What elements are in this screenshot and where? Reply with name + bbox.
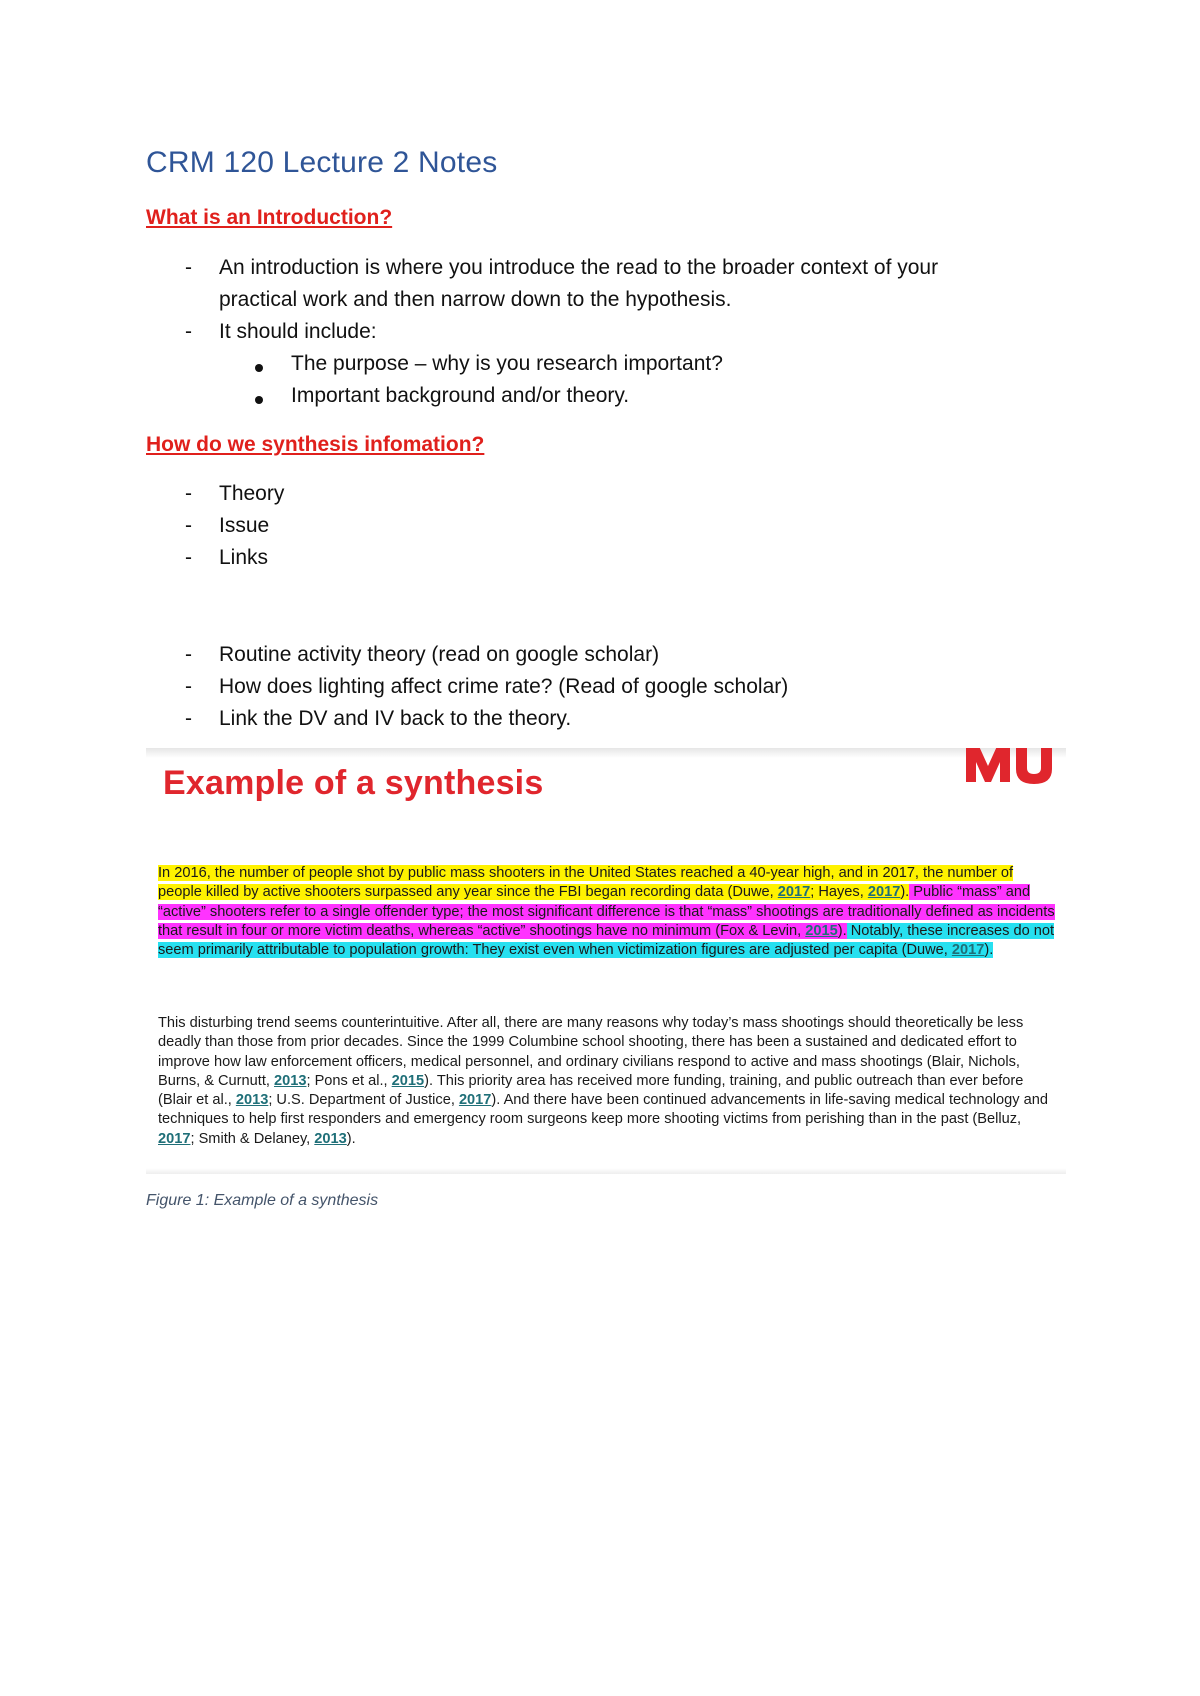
list-item: An introduction is where you introduce the read to the broader context of your xyxy=(219,256,939,279)
highlight-cyan: Notably, these increases do not seem primarily attributable to population growth: They exist even when victimization figures are adjusted per capita (Duwe, 2017). xyxy=(158,922,1055,959)
citation-link: 2017 xyxy=(158,1130,191,1147)
section-heading-synthesis: How do we synthesis infomation? xyxy=(146,433,485,456)
list-dash: - xyxy=(185,675,192,698)
citation-link: 2015 xyxy=(391,1072,425,1089)
list-item: Routine activity theory (read on google scholar) xyxy=(219,643,660,666)
synthesis-figure-image xyxy=(146,748,1066,1174)
bullet-icon xyxy=(255,396,263,404)
list-item: It should include: xyxy=(219,320,377,343)
citation-link: 2013 xyxy=(235,1092,269,1109)
citation-link: 2013 xyxy=(314,1130,347,1147)
list-item: How does lighting affect crime rate? (Read of google scholar) xyxy=(219,675,789,698)
university-logo-icon xyxy=(964,748,1054,786)
list-item-continuation: practical work and then narrow down to the hypothesis. xyxy=(219,288,732,311)
figure-paragraph: This disturbing trend seems counterintuitive. After all, there are many reasons why today’s mass shootings should theoretically be less deadly than those from prior decades. Since the 1999 Columbine school shooting, there has been a sustained and dedicated effort to improve how law enforcement officers, medical personnel, and ordinary civilians respond to active and mass shootings (Blair, Nichols, Burns, & Curnutt, 2013; Pons et al., 2015). This priority area has received more funding, training, and public outreach than ever before (Blair et al., 2013; U.S. Department of Justice, 2017). And there have been continued advancements in life-saving medical technology and techniques to help first responders and emergency room surgeons keep more shooting victims from perishing than in the past (Belluz, 2017; Smith & Delaney, 2013). xyxy=(158,1015,1048,1147)
list-item: Issue xyxy=(219,514,270,537)
figure-title: Example of a synthesis xyxy=(163,764,544,802)
list-dash: - xyxy=(185,482,192,505)
figure-top-shadow xyxy=(146,748,1066,758)
list-dash: - xyxy=(185,546,192,569)
list-dash: - xyxy=(185,256,192,279)
figure-paragraph-highlighted xyxy=(158,864,1058,960)
figure-caption: Figure 1: Example of a synthesis xyxy=(146,1192,379,1209)
list-item: Links xyxy=(219,546,269,569)
section-heading-introduction: What is an Introduction? xyxy=(146,206,393,229)
figure-bottom-shadow xyxy=(146,1168,1066,1174)
list-item: Link the DV and IV back to the theory. xyxy=(219,707,572,730)
bullet-icon xyxy=(255,364,263,372)
citation-link: 2017 xyxy=(867,884,901,901)
list-dash: - xyxy=(185,320,192,343)
citation-link: 2017 xyxy=(777,884,811,901)
list-item: Theory xyxy=(219,482,285,505)
highlight-magenta: Public “mass” and “active” shooters refer to a single offender type; the most significant difference is that “mass” shootings are traditionally defined as incidents that result in four or more victim deaths, whereas “active” shootings have no minimum (Fox & Levin, 2015). xyxy=(158,884,1055,939)
citation-link: 2017 xyxy=(951,942,985,959)
list-dash: - xyxy=(185,514,192,537)
list-dash: - xyxy=(185,643,192,666)
citation-link: 2015 xyxy=(805,922,838,939)
page-title: CRM 120 Lecture 2 Notes xyxy=(146,146,498,179)
citation-link: 2017 xyxy=(458,1092,492,1109)
sub-list-item: Important background and/or theory. xyxy=(291,384,630,407)
list-dash: - xyxy=(185,707,192,730)
sub-list-item: The purpose – why is you research important? xyxy=(291,352,723,375)
citation-link: 2013 xyxy=(274,1072,307,1089)
highlight-yellow: In 2016, the number of people shot by public mass shooters in the United States reached a 40-year high, and in 2017, the number of people killed by active shooters surpassed any year since the FBI began recording data (Duwe, 2017; Hayes, 2017). xyxy=(158,865,1014,901)
